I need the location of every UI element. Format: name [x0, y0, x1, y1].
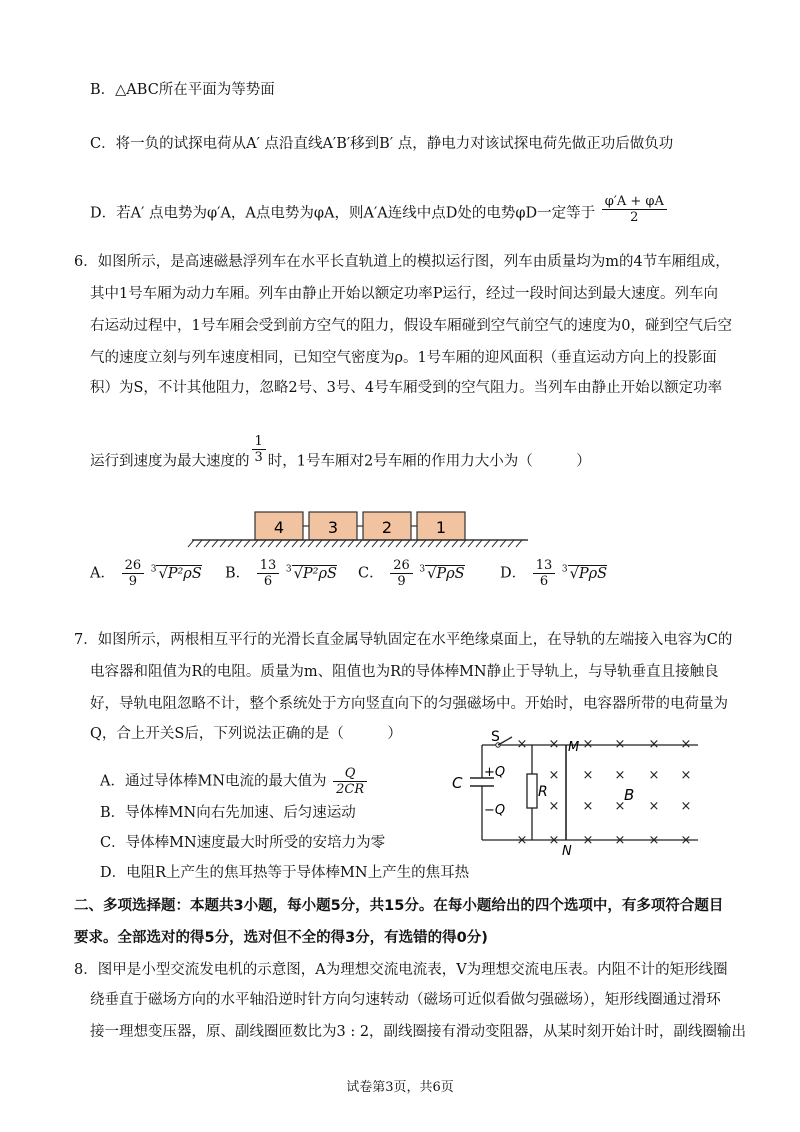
- resistor-label: R: [538, 784, 548, 800]
- option-label: C．: [358, 565, 384, 582]
- q7-option-d: D．电阻R上产生的焦耳热等于导体棒MN上产生的焦耳热: [100, 865, 470, 881]
- q7-line-4: Q，合上开关S后，下列说法正确的是（ ）: [90, 726, 402, 742]
- fraction-numerator: Q: [333, 766, 367, 782]
- q6-line-2: 其中1号车厢为动力车厢。列车由静止开始以额定功率P运行，经过一段时间达到最大速度。列车向: [90, 286, 718, 302]
- field-cross-icon: ×: [680, 737, 692, 752]
- q5-option-d-fraction: [602, 194, 667, 225]
- hatch-mark: [332, 540, 338, 547]
- q6-option-d: D． $\frac{13}{6}$ $^3$ √PρS: [500, 558, 608, 589]
- hatch-mark: [276, 540, 282, 547]
- hatch-mark: [508, 540, 514, 547]
- option-label: B．: [225, 565, 251, 582]
- hatch-mark: [444, 540, 450, 547]
- train-car-2: [363, 512, 411, 540]
- train-car-4: [255, 512, 303, 540]
- field-cross-icon: ×: [582, 799, 594, 814]
- hatch-mark: [404, 540, 410, 547]
- cube-root: √P²ρS: [158, 565, 202, 582]
- field-cross-icon: ×: [680, 768, 692, 783]
- car-number: 4: [273, 518, 285, 537]
- field-cross-icon: ×: [548, 799, 560, 814]
- q7-option-a-text: A．通过导体棒MN电流的最大值为: [100, 773, 327, 790]
- field-cross-icon: ×: [648, 833, 660, 848]
- hatch-mark: [316, 540, 322, 547]
- field-cross-icon: ×: [648, 737, 660, 752]
- hatch-mark: [228, 540, 234, 547]
- fraction-numerator: φ′A + φA: [602, 194, 667, 210]
- fraction-numerator: 13: [257, 558, 280, 574]
- car-number: 1: [435, 518, 447, 537]
- hatch-mark: [204, 540, 210, 547]
- resistor: [527, 774, 537, 808]
- hatch-mark: [236, 540, 242, 547]
- fraction-numerator: 1: [252, 434, 266, 450]
- hatch-mark: [284, 540, 290, 547]
- q5-option-d: [90, 194, 730, 229]
- switch-lever: [498, 737, 512, 745]
- q7-line-1: 7．如图所示，两根相互平行的光滑长直金属导轨固定在水平绝缘桌面上，在导轨的左端接入电容为C的: [74, 632, 733, 648]
- field-cross-icon: ×: [548, 737, 560, 752]
- fraction-denominator: 2CR: [336, 782, 365, 797]
- q6-line-3: 右运动过程中，1号车厢会受到前方空气的阻力，假设车厢碰到空气前空气的速度为0，碰到空气后空: [90, 318, 732, 334]
- option-fraction: [122, 558, 145, 589]
- field-cross-icon: ×: [548, 768, 560, 783]
- q6-fraction-one-third: [252, 434, 266, 465]
- radicand: P²ρS: [167, 565, 202, 582]
- fraction-denominator: 9: [128, 574, 137, 589]
- option-label: D．: [500, 565, 527, 582]
- hatch-mark: [516, 540, 522, 547]
- q6-line-6: [90, 434, 730, 477]
- circuit-diagram: [448, 730, 710, 858]
- radicand: PρS: [436, 565, 465, 582]
- field-cross-icon: ×: [548, 833, 560, 848]
- fraction-denominator: 6: [539, 574, 549, 589]
- q6-line-6-text-a: 运行到速度为最大速度的: [90, 453, 250, 470]
- field-cross-icon: ×: [680, 833, 692, 848]
- track-hatching: [188, 540, 522, 547]
- fraction-denominator: 3: [254, 450, 263, 465]
- hatch-mark: [476, 540, 482, 547]
- hatch-mark: [252, 540, 258, 547]
- hatch-mark: [380, 540, 386, 547]
- capacitor-label: C: [452, 774, 463, 792]
- hatch-mark: [420, 540, 426, 547]
- q6-option-a: A． $\frac{26}{9}$ $^3$ √P²ρS: [90, 558, 202, 589]
- rod-label-m: M: [568, 740, 580, 755]
- hatch-mark: [372, 540, 378, 547]
- hatch-mark: [460, 540, 466, 547]
- q8-line-3: 接一理想变压器，原、副线圈匝数比为3 : 2，副线圈接有滑动变阻器，从某时刻开始计时，副线圈输出: [90, 1024, 747, 1040]
- field-cross-icon: ×: [614, 799, 626, 814]
- car-number: 3: [327, 518, 339, 537]
- q6-option-c: C． $\frac{26}{9}$ $^3$ √PρS: [358, 558, 465, 589]
- car-number: 2: [381, 518, 393, 537]
- hatch-mark: [244, 540, 250, 547]
- hatch-mark: [412, 540, 418, 547]
- hatch-mark: [388, 540, 394, 547]
- section-2-heading-line-2: 要求。全部选对的得5分，选对但不全的得3分，有选错的得0分): [74, 930, 488, 946]
- field-cross-icon: ×: [680, 799, 692, 814]
- rod-label-n: N: [562, 844, 572, 858]
- field-cross-icon: ×: [516, 737, 528, 752]
- hatch-mark: [356, 540, 362, 547]
- hatch-mark: [364, 540, 370, 547]
- train-car-3: [309, 512, 357, 540]
- fraction-numerator: 13: [533, 558, 556, 574]
- hatch-mark: [324, 540, 330, 547]
- fraction-denominator: 2: [630, 210, 639, 225]
- cube-root: √PρS: [427, 565, 465, 582]
- option-fraction: [257, 558, 280, 589]
- field-cross-icon: ×: [582, 737, 594, 752]
- q6-option-b: B． $\frac{13}{6}$ $^3$ √P²ρS: [225, 558, 337, 589]
- fraction-numerator: 26: [390, 558, 413, 574]
- hatch-mark: [268, 540, 274, 547]
- radicand: P²ρS: [302, 565, 337, 582]
- q7-option-c: C．导体棒MN速度最大时所受的安培力为零: [100, 835, 386, 851]
- hatch-mark: [348, 540, 354, 547]
- field-label: B: [624, 786, 635, 804]
- cube-root: √PρS: [569, 565, 608, 582]
- q6-line-4: 气的速度立刻与列车速度相同，已知空气密度为ρ。1号车厢的迎风面积（垂直运动方向上的投影面: [90, 350, 717, 366]
- q7-option-b: B．导体棒MN向右先加速、后匀速运动: [100, 805, 356, 821]
- hatch-mark: [452, 540, 458, 547]
- page-footer: 试卷第3页，共6页: [346, 1080, 454, 1095]
- field-cross-icon: ×: [516, 833, 528, 848]
- field-cross-icon: ×: [648, 799, 660, 814]
- q7-line-2: 电容器和阻值为R的电阻。质量为m、阻值也为R的导体棒MN静止于导轨上，与导轨垂直且接触良: [90, 664, 719, 680]
- q5-option-b: B．△ABC所在平面为等势面: [90, 82, 275, 98]
- hatch-mark: [220, 540, 226, 547]
- fraction-numerator: 26: [122, 558, 145, 574]
- section-2-heading-line-1: 二、多项选择题：本题共3小题，每小题5分，共15分。在每小题给出的四个选项中，有多项符合题目: [74, 898, 724, 914]
- q8-line-2: 绕垂直于磁场方向的水平轴沿逆时针方向匀速转动（磁场可近似看做匀强磁场），矩形线圈通过滑环: [90, 992, 721, 1008]
- hatch-mark: [300, 540, 306, 547]
- hatch-mark: [340, 540, 346, 547]
- field-cross-icon: ×: [648, 768, 660, 783]
- q6-line-5: 积）为S，不计其他阻力，忽略2号、3号、4号车厢受到的空气阻力。当列车由静止开始以额定功率: [90, 380, 723, 396]
- radicand: PρS: [578, 565, 608, 582]
- hatch-mark: [188, 540, 194, 547]
- q7-line-3: 好，导轨电阻忽略不计，整个系统处于方向竖直向下的匀强磁场中。开始时，电容器所带的电荷量为: [90, 696, 728, 712]
- cube-root: √P²ρS: [293, 565, 337, 582]
- hatch-mark: [396, 540, 402, 547]
- hatch-mark: [212, 540, 218, 547]
- train-diagram: [180, 500, 540, 552]
- plus-q-label: +Q: [484, 765, 506, 780]
- switch-label: S: [491, 730, 500, 745]
- hatch-mark: [484, 540, 490, 547]
- q5-option-d-text: D．若A′ 点电势为φ′A，A点电势为φA，则A′A连线中点D处的电势φD一定等于: [90, 205, 596, 222]
- q8-line-1: 8．图甲是小型交流发电机的示意图，A为理想交流电流表，V为理想交流电压表。内阻不计的矩形线圈: [74, 962, 728, 978]
- field-cross-icon: ×: [614, 737, 626, 752]
- minus-q-label: −Q: [484, 803, 506, 818]
- hatch-mark: [436, 540, 442, 547]
- field-cross-icon: ×: [614, 768, 626, 783]
- hatch-mark: [292, 540, 298, 547]
- hatch-mark: [196, 540, 202, 547]
- hatch-mark: [468, 540, 474, 547]
- hatch-mark: [500, 540, 506, 547]
- train-car-1: [417, 512, 465, 540]
- option-fraction: [390, 558, 413, 589]
- hatch-mark: [492, 540, 498, 547]
- field-cross-icon: ×: [582, 833, 594, 848]
- option-label: A．: [90, 565, 115, 582]
- q7-option-a-fraction: [333, 766, 367, 797]
- fraction-denominator: 9: [397, 574, 406, 589]
- hatch-mark: [260, 540, 266, 547]
- field-cross-icon: ×: [582, 768, 594, 783]
- fraction-denominator: 6: [263, 574, 273, 589]
- q6-line-6-text-b: 时，1号车厢对2号车厢的作用力大小为（ ）: [267, 453, 591, 470]
- hatch-mark: [308, 540, 314, 547]
- option-fraction: [533, 558, 556, 589]
- field-cross-icon: ×: [614, 833, 626, 848]
- q6-line-1: 6．如图所示，是高速磁悬浮列车在水平长直轨道上的模拟运行图，列车由质量均为m的4节车厢组成，: [74, 254, 730, 270]
- q5-option-c: C．将一负的试探电荷从A′ 点沿直线A′B′移到B′ 点，静电力对该试探电荷先做正功后做负功: [90, 136, 674, 152]
- hatch-mark: [428, 540, 434, 547]
